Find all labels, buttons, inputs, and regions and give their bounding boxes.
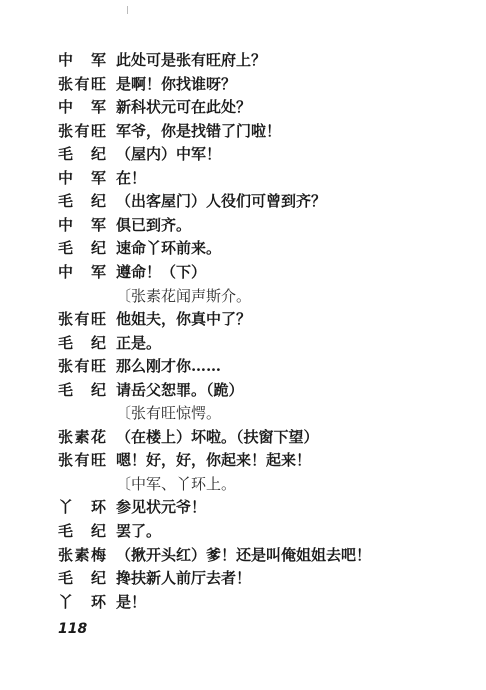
speech-text: 嗯！好，好，你起来！起来！ — [116, 451, 312, 469]
stage-direction: 〔张有旺惊愕。 — [116, 404, 222, 422]
speech-text: 此处可是张有旺府上？ — [116, 51, 267, 69]
speaker-name: 毛 纪 — [58, 145, 106, 163]
dialogue-line — [0, 49, 486, 71]
speech-text: （出客屋门）人役们可曾到齐？ — [116, 192, 327, 210]
dialogue-line — [0, 261, 486, 283]
speaker-name: 毛 纪 — [58, 569, 106, 587]
speaker-name: 毛 纪 — [58, 192, 106, 210]
speech-text: 搀扶新人前厅去者！ — [116, 569, 252, 587]
speech-text: 正是。 — [116, 334, 162, 352]
speech-text: 遵命！（下） — [116, 263, 207, 281]
dialogue-line — [0, 426, 486, 448]
speech-text: 他姐夫，你真中了？ — [116, 310, 252, 328]
speaker-name: 张有旺 — [58, 122, 106, 140]
speech-text: 罢了。 — [116, 522, 162, 540]
dialogue-line — [0, 520, 486, 542]
scan-mark — [127, 6, 128, 14]
dialogue-line — [0, 73, 486, 95]
speaker-name: 毛 纪 — [58, 239, 106, 257]
dialogue-line — [0, 190, 486, 212]
dialogue-line — [0, 379, 486, 401]
speech-text: （在楼上）坏啦。（扶窗下望） — [116, 428, 319, 446]
speaker-name: 丫 环 — [58, 498, 106, 516]
speaker-name: 中 军 — [58, 216, 106, 234]
speaker-name: 张素梅 — [58, 546, 106, 564]
speech-text: 参见状元爷！ — [116, 498, 207, 516]
speech-text: 是！ — [116, 593, 147, 611]
dialogue-line — [0, 96, 486, 118]
speaker-name: 中 军 — [58, 263, 106, 281]
speech-text: （揪开头红）爹！还是叫俺姐姐去吧！ — [116, 546, 372, 564]
speaker-name: 毛 纪 — [58, 381, 106, 399]
speech-text: 军爷，你是找错了门啦！ — [116, 122, 282, 140]
speaker-name: 张素花 — [58, 428, 106, 446]
stage-direction-line — [0, 285, 486, 307]
speaker-name: 张有旺 — [58, 357, 106, 375]
speech-text: 速命丫环前来。 — [116, 239, 222, 257]
speaker-name: 中 军 — [58, 98, 106, 116]
dialogue-line — [0, 591, 486, 613]
dialogue-line — [0, 355, 486, 377]
speech-text: （屋内）中军！ — [116, 145, 222, 163]
stage-direction-line — [0, 473, 486, 495]
speaker-name: 张有旺 — [58, 451, 106, 469]
stage-direction: 〔张素花闻声斯介。 — [116, 287, 252, 305]
speech-text: 俱已到齐。 — [116, 216, 192, 234]
speaker-name: 中 军 — [58, 169, 106, 187]
dialogue-line — [0, 332, 486, 354]
speech-text: 是啊！你找谁呀？ — [116, 75, 237, 93]
dialogue-line — [0, 567, 486, 589]
dialogue-line — [0, 143, 486, 165]
page-number: 118 — [58, 621, 88, 637]
dialogue-line — [0, 167, 486, 189]
dialogue-line — [0, 308, 486, 330]
speaker-name: 丫 环 — [58, 593, 106, 611]
dialogue-line — [0, 496, 486, 518]
dialogue-line — [0, 120, 486, 142]
dialogue-line — [0, 214, 486, 236]
speaker-name: 张有旺 — [58, 75, 106, 93]
dialogue-line — [0, 544, 486, 566]
dialogue-line — [0, 237, 486, 259]
speech-text: 那么刚才你…… — [116, 357, 222, 375]
speech-text: 在！ — [116, 169, 147, 187]
stage-direction-line — [0, 402, 486, 424]
speaker-name: 毛 纪 — [58, 522, 106, 540]
dialogue-line — [0, 449, 486, 471]
speaker-name: 中 军 — [58, 51, 106, 69]
speech-text: 请岳父恕罪。（跪） — [116, 381, 244, 399]
speech-text: 新科状元可在此处？ — [116, 98, 252, 116]
speaker-name: 张有旺 — [58, 310, 106, 328]
speaker-name: 毛 纪 — [58, 334, 106, 352]
stage-direction: 〔中军、丫环上。 — [116, 475, 237, 493]
